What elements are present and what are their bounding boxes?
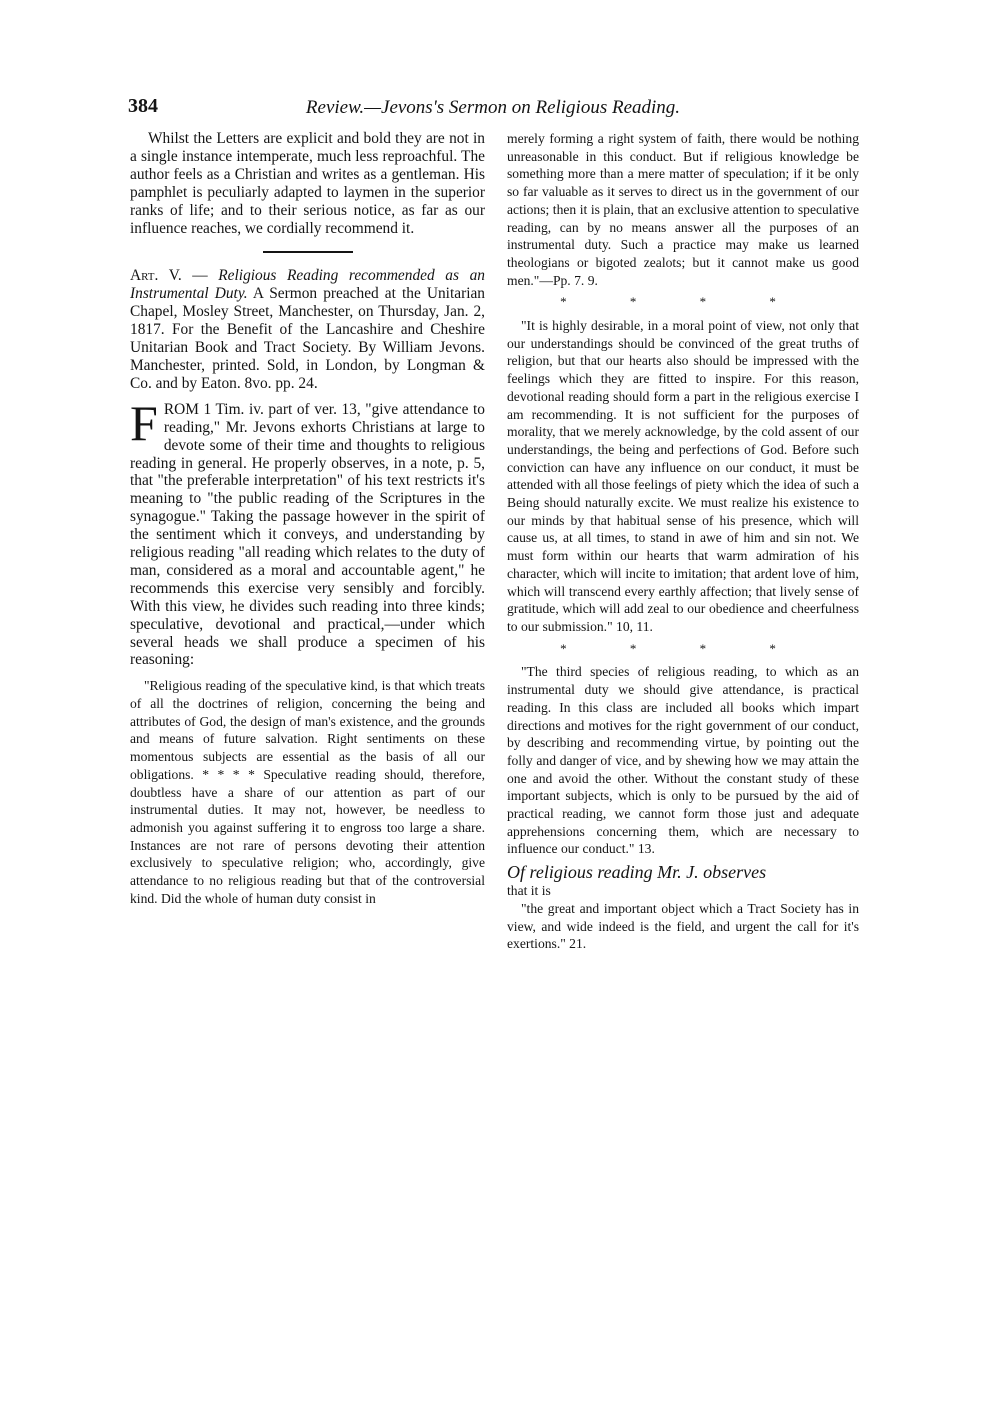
review-intro-paragraph <box>130 394 485 670</box>
section-divider <box>263 251 353 253</box>
article-heading <box>130 267 485 392</box>
ellipsis-stars: * * * * <box>560 294 806 310</box>
tract-society-quote: "the great and important object which a Tract Society has in view, and wide indeed is the field, and urgent the call for it's exertions." 21. <box>507 900 859 952</box>
article-number: Art. V. — <box>130 267 208 285</box>
running-title: Review.—Jevons's Sermon on Religious Reading. <box>305 97 681 118</box>
observation-lead: that it is <box>507 883 551 899</box>
ellipsis-stars: * * * * <box>560 640 806 656</box>
closing-review-paragraph: Whilst the Letters are explicit and bold they are not in a single instance intemperate, much less reproachful. The author feels as a Christian and writes as a gentleman. His pamphlet is peculiarly adapted to laymen in the superior ranks of life; and to their serious notice, as far as our influence reaches, we cordially recommend it. <box>130 130 485 237</box>
left-column <box>130 130 485 908</box>
speculative-reading-quote: "Religious reading of the speculative kind, is that which treats of all the doctrines of religion, concerning the being and attributes of God, the design of man's existence, and the grounds and means of future salvation. Right sentiments on these momentous subjects are essential as the basis of all our obligations. * * * * Speculative reading should, therefore, doubtless have a share of our attention as part of our instrumental duties. It may not, however, be needless to admonish you against suffering it to engross too large a share. Instances are not rare of persons devoting their attention exclusively to speculative religion; who, accordingly, give attendance to no religious reading but that of the controversial kind. Did the whole of human duty consist in <box>130 678 485 906</box>
right-column <box>507 130 859 953</box>
speculative-quote-continued: merely forming a right system of faith, there would be nothing unreasonable in this conduct. But if religious knowledge be something more than a mere matter of speculation; if it be only so far valuable as it serves to direct us in the government of our actions; then it is plain, that an exclusive attention to speculative reading, can by no means answer all the purposes of an instrumental duty. Such a practice may make us learned theologians or bigoted zealots; but it cannot make us good men."—Pp. 7. 9. <box>507 131 859 288</box>
article-title: Religious Reading recommended as an Instrumental Duty. <box>130 267 485 303</box>
practical-reading-quote: "The third species of religious reading, to which as an instrumental duty we should give attendance, is practical reading. In this class are included all books which impart directions and motives for the right government of our conduct, by describing and recommending virtue, by pointing out the folly and danger of vice, and by shewing how we may attain the one and avoid the other. Without the constant study of these important subjects, which is only to be pursued by the aid of practical reading, we cannot form those just and adequate apprehensions concerning them, which are necessary to influence our conduct." 13. <box>507 664 859 857</box>
devotional-reading-quote: "It is highly desirable, in a moral point of view, not only that our understandings should be convinced of the great truths of religion, but that our hearts also should be impressed with the feelings which they are fitted to inspire. For this reason, devotional reading should form a part in the religious exercise I am recommending. It is not sufficient for the purposes of morality, that we merely acknowledge, by the cold assent of our understandings, the being and perfections of God. Before such conviction can have any influence on our conduct, it must be attended with all those feelings of piety which the idea of such a Being should naturally excite. We must realize his existence to our minds by that habitual sense of his presence, which will cause us, at all times, to stand in awe of him and sin not. We must form within our hearts that warm admiration of his character, which will incite to imitation; that ardent love of him, which will transcend every earthly affection; that lively sense of gratitude, which will add zeal to our obedience and cheerfulness to our submission." 10, 11. <box>507 318 859 634</box>
article-details: A Sermon preached at the Unitarian Chapel, Mosley Street, Manchester, on Thursday, Jan. 2, 1817. For the Benefit of the Lancashire and Cheshire Unitarian Book and Tract Society. By William Jevons. Manchester, printed. Sold, in London, by Longman & Co. and by Eaton. 8vo. pp. 24. <box>130 285 485 392</box>
observation-heading: Of religious reading Mr. J. observes <box>507 862 767 883</box>
page-number: 384 <box>128 95 158 117</box>
review-intro-text: ROM 1 Tim. iv. part of ver. 13, "give attendance to reading," Mr. Jevons exhorts Christians at large to devote some of their time and thoughts to religious reading in general. He properly observes, in a note, p. 5, that "the preferable interpretation" of his text restricts it's meaning to "the public reading of the Scriptures in the synagogue." Taking the passage however in the spirit of the sentiment which it conveys, and understanding by religious reading "all reading which relates to the duty of man, considered as a moral and accountable agent," he recommends this exercise very sensibly and forcibly. With this view, he divides such reading into three kinds; speculative, devotional and practical,—under which several heads we shall produce a specimen of his reasoning: <box>130 400 485 669</box>
page-header <box>128 95 858 125</box>
drop-cap: F <box>130 394 158 451</box>
